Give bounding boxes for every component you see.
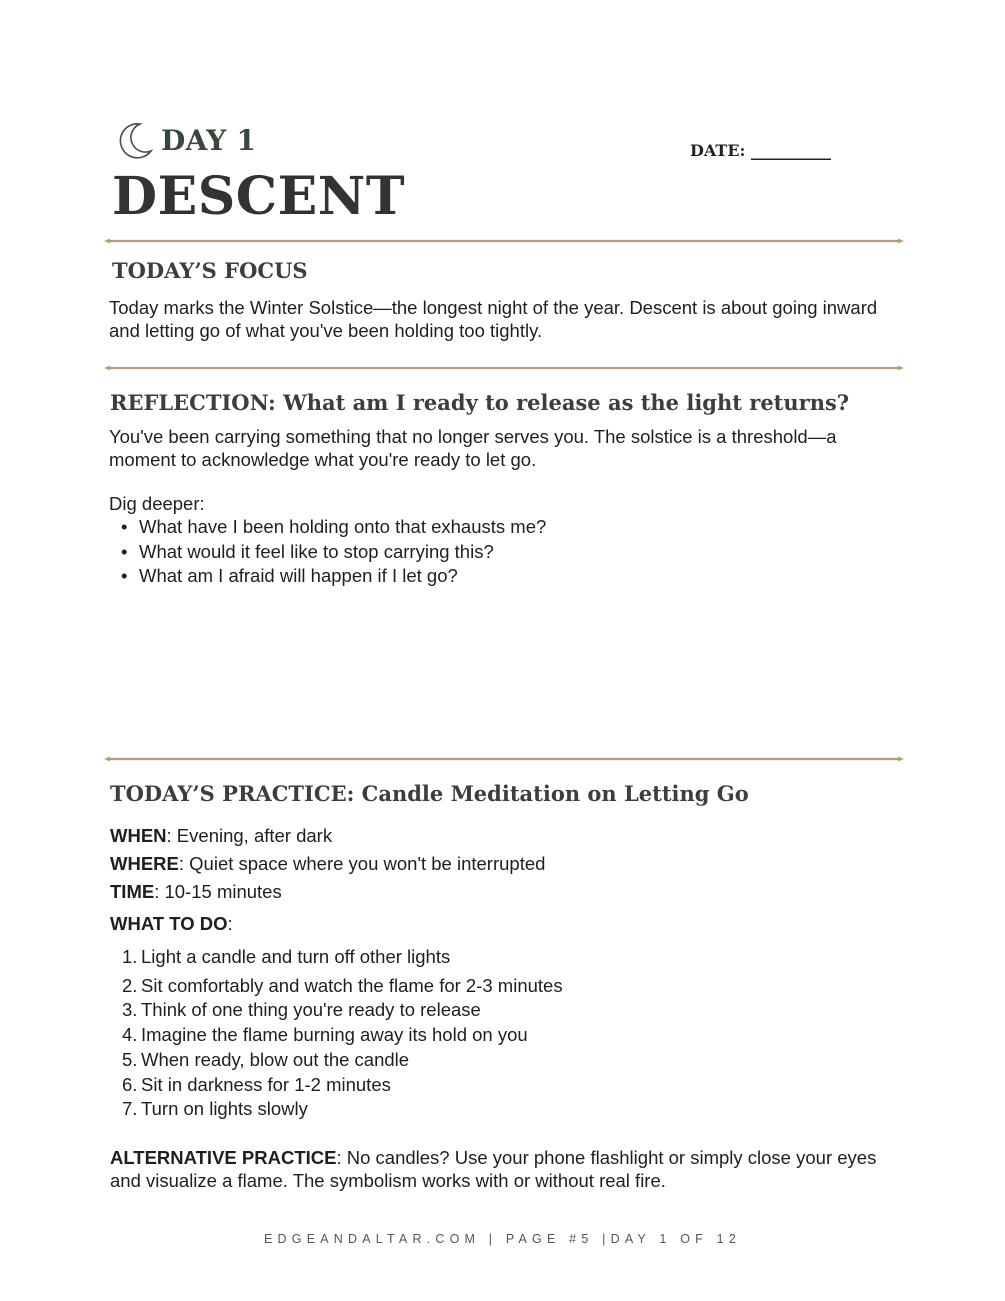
divider (104, 364, 904, 372)
divider (104, 237, 904, 245)
list-item (110, 1023, 563, 1048)
focus-text: Today marks the Winter Solstice—the longest night of the year. Descent is about going inward and letting go of what you've been holding too tightly. (109, 297, 878, 341)
what-to-do-label: WHAT TO DO (110, 913, 228, 934)
step-text: Light a candle and turn off other lights (141, 946, 451, 967)
list-item (110, 1097, 563, 1122)
list-item (110, 945, 563, 970)
step-text: When ready, blow out the candle (141, 1048, 410, 1070)
list-item (110, 1048, 563, 1073)
step-number: 1. (122, 946, 138, 967)
list-item (110, 998, 563, 1023)
where-row (110, 853, 545, 875)
dig-deeper-label: Dig deeper: (109, 493, 205, 514)
step-text: Turn on lights slowly (141, 1098, 308, 1120)
practice-steps (110, 945, 563, 1122)
step-text: Sit in darkness for 1-2 minutes (141, 1073, 391, 1095)
where-label: WHERE (110, 853, 179, 874)
step-number: 4. (122, 1024, 138, 1046)
practice-heading: TODAY’S PRACTICE: Candle Meditation on Letting Go (110, 781, 749, 806)
alternative-practice-text: : No candles? Use your phone flashlight or simply close your eyes and visualize a flame. The symbolism works with or without real fire. (110, 1147, 877, 1191)
alternative-practice (110, 1146, 905, 1192)
reflection-questions (109, 515, 899, 589)
step-number: 2. (122, 974, 138, 996)
when-label: WHEN (110, 825, 167, 846)
list-item: • What am I afraid will happen if I let go? (109, 564, 899, 589)
step-text: Imagine the flame burning away its hold on you (141, 1024, 528, 1046)
time-row (110, 881, 282, 903)
time-label: TIME (110, 881, 155, 902)
step-number: 6. (122, 1073, 138, 1095)
list-item: • What would it feel like to stop carrying this? (109, 540, 899, 565)
when-value: : Evening, after dark (166, 825, 333, 846)
reflection-heading: REFLECTION: What am I ready to release as the light returns? (110, 390, 850, 415)
step-text: Sit comfortably and watch the flame for 2-3 minutes (141, 974, 563, 996)
page-footer: EDGEANDALTAR.COM | PAGE #5 |DAY 1 OF 12 (264, 1232, 741, 1246)
date-field: DATE: __________ (690, 141, 831, 160)
what-to-do-row (110, 913, 233, 935)
when-row (110, 825, 332, 847)
list-item (110, 1073, 563, 1098)
step-number: 3. (122, 999, 138, 1021)
reflection-text: You've been carrying something that no longer serves you. The solstice is a threshold—a moment to acknowledge what you're ready to let go. (109, 426, 837, 470)
step-text: Think of one thing you're ready to release (141, 999, 481, 1021)
time-value: : 10-15 minutes (154, 881, 282, 902)
crescent-moon-icon (114, 121, 154, 161)
list-item (110, 974, 563, 999)
page-title: DESCENT (112, 166, 406, 227)
step-number: 5. (122, 1048, 138, 1070)
alternative-practice-label: ALTERNATIVE PRACTICE (110, 1147, 337, 1168)
step-number: 7. (122, 1098, 138, 1120)
list-item: • What have I been holding onto that exhausts me? (109, 515, 899, 540)
where-value: : Quiet space where you won't be interrupted (178, 853, 546, 874)
focus-heading: TODAY’S FOCUS (112, 258, 308, 283)
day-label: DAY 1 (161, 124, 257, 157)
divider (104, 755, 904, 763)
what-to-do-suffix: : (227, 913, 233, 934)
